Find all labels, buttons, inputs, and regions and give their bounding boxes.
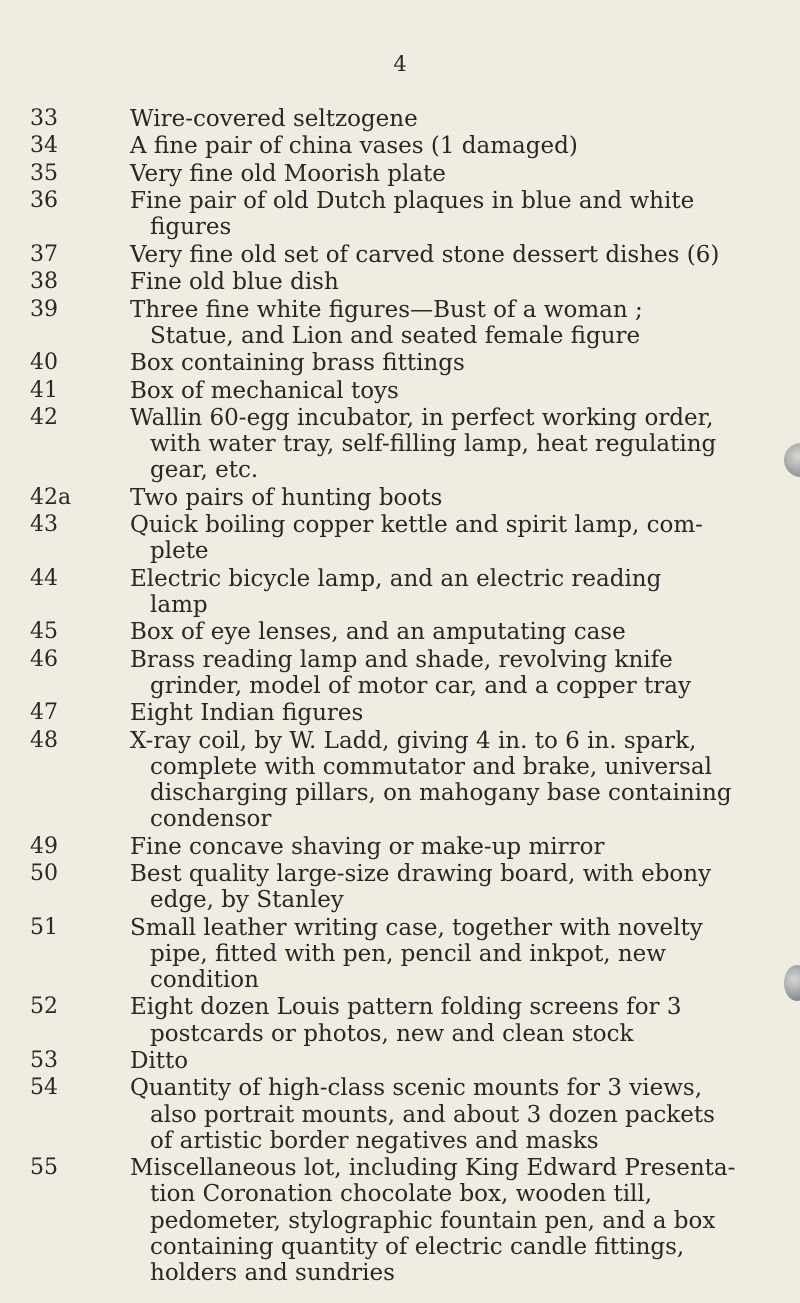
lot-number: 37 <box>30 241 58 267</box>
lot-description <box>130 242 775 268</box>
lot-description-line: Wallin 60-egg incubator, in perfect working order, <box>130 404 714 431</box>
lot-description-line: postcards or photos, new and clean stock <box>150 1020 634 1047</box>
lot-entry <box>30 728 775 833</box>
lot-description-line: Very fine old set of carved stone dessert dishes (6) <box>130 241 720 268</box>
lot-description-line: Eight dozen Louis pattern folding screens for 3 <box>130 994 682 1021</box>
lot-entry <box>30 566 775 618</box>
lot-description-line: Small leather writing case, together with novelty <box>130 914 703 941</box>
lot-number: 40 <box>30 350 58 376</box>
lot-number: 51 <box>30 914 58 940</box>
lot-description <box>130 1075 775 1154</box>
lot-description-line: Two pairs of hunting boots <box>130 484 443 511</box>
lot-description <box>130 161 775 187</box>
lot-number: 46 <box>30 646 58 672</box>
lot-description <box>130 405 775 484</box>
lot-entry <box>30 297 775 349</box>
lot-description-line: grinder, model of motor car, and a copper tray <box>150 672 691 699</box>
lot-description <box>130 619 775 645</box>
lot-description <box>130 106 775 132</box>
lot-entry <box>30 106 775 132</box>
lot-description-line: Statue, and Lion and seated female figure <box>150 322 641 349</box>
lot-number: 38 <box>30 269 58 295</box>
lot-description-line: containing quantity of electric candle fittings, <box>150 1233 685 1260</box>
lot-description <box>130 915 775 994</box>
lot-description-line: Wire-covered seltzogene <box>130 106 418 132</box>
lot-description-line: X-ray coil, by W. Ladd, giving 4 in. to 6 in. spark, <box>130 727 697 754</box>
lot-description <box>130 566 775 618</box>
lot-description-line: pedometer, stylographic fountain pen, and a box <box>150 1207 716 1234</box>
lot-entry <box>30 133 775 159</box>
lot-description-line: Three fine white figures—Bust of a woman ; <box>130 296 643 323</box>
lot-description-line: of artistic border negatives and masks <box>150 1127 599 1154</box>
lot-description-line: Ditto <box>130 1048 189 1075</box>
lot-description-line: holders and sundries <box>150 1260 395 1287</box>
lot-description-line: also portrait mounts, and about 3 dozen packets <box>150 1101 715 1128</box>
lot-description <box>130 861 775 913</box>
lot-entry <box>30 834 775 860</box>
lot-description-line: figures <box>150 214 232 241</box>
lot-number: 34 <box>30 133 58 159</box>
lot-description <box>130 378 775 404</box>
lot-description-line: Fine old blue dish <box>130 269 339 296</box>
lot-description <box>130 269 775 295</box>
lot-number: 54 <box>30 1075 58 1101</box>
lot-description-line: condition <box>150 967 259 994</box>
lot-entry <box>30 485 775 511</box>
lot-description-line: pipe, fitted with pen, pencil and inkpot, new <box>150 940 666 967</box>
lot-description-line: Very fine old Moorish plate <box>130 160 446 187</box>
lot-description-line: Miscellaneous lot, including King Edward Presenta- <box>130 1155 736 1182</box>
lot-number: 45 <box>30 619 58 645</box>
lot-description-line: Box of eye lenses, and an amputating case <box>130 619 626 646</box>
lot-entry <box>30 269 775 295</box>
lot-number: 48 <box>30 727 58 753</box>
lot-description-line: Electric bicycle lamp, and an electric reading <box>130 565 662 592</box>
lot-description <box>130 297 775 349</box>
lot-entry <box>30 647 775 699</box>
lot-number: 53 <box>30 1048 58 1074</box>
lot-number: 35 <box>30 160 58 186</box>
margin-blot <box>784 443 800 477</box>
lot-number: 47 <box>30 700 58 726</box>
lot-entry <box>30 405 775 484</box>
lot-description-line: Quick boiling copper kettle and spirit lamp, com- <box>130 512 703 539</box>
lot-description-line: A fine pair of china vases (1 damaged) <box>130 133 578 160</box>
lot-entry <box>30 1155 775 1286</box>
lot-description-line: discharging pillars, on mahogany base containing <box>150 780 732 807</box>
lot-description-line: Box containing brass fittings <box>130 350 465 377</box>
lot-description-line: edge, by Stanley <box>150 887 344 914</box>
lot-description-line: Box of mechanical toys <box>130 377 399 404</box>
lot-description <box>130 834 775 860</box>
lot-number: 39 <box>30 296 58 322</box>
lot-number: 50 <box>30 861 58 887</box>
lot-description-line: gear, etc. <box>150 457 259 484</box>
lot-description-line: Eight Indian figures <box>130 700 364 727</box>
lot-description <box>130 1155 775 1286</box>
lot-description-line: with water tray, self-filling lamp, heat regulating <box>150 431 717 458</box>
lot-description-line: lamp <box>150 591 208 618</box>
lot-entry <box>30 915 775 994</box>
lot-entry <box>30 242 775 268</box>
lot-description-line: plete <box>150 538 209 565</box>
lot-description-line: Fine concave shaving or make-up mirror <box>130 833 605 860</box>
lot-description <box>130 485 775 511</box>
lot-description-line: Brass reading lamp and shade, revolving knife <box>130 646 673 673</box>
lot-description <box>130 700 775 726</box>
page-number: 4 <box>393 52 407 76</box>
lot-number: 41 <box>30 377 58 403</box>
lot-description-line: Quantity of high-class scenic mounts for 3 views, <box>130 1075 703 1102</box>
lot-number: 36 <box>30 188 58 214</box>
lot-number: 33 <box>30 106 58 131</box>
lot-description-line: complete with commutator and brake, universal <box>150 753 712 780</box>
margin-blot <box>784 965 800 1001</box>
lot-number: 55 <box>30 1155 58 1181</box>
lot-description-line: tion Coronation chocolate box, wooden till, <box>150 1181 653 1208</box>
lot-entry <box>30 350 775 376</box>
lot-number: 44 <box>30 565 58 591</box>
lot-number: 52 <box>30 994 58 1020</box>
lot-entry <box>30 700 775 726</box>
lot-number: 42 <box>30 404 58 430</box>
lot-entry <box>30 1075 775 1154</box>
lot-description-line: Fine pair of old Dutch plaques in blue and white <box>130 188 695 215</box>
lot-description <box>130 350 775 376</box>
lot-number: 42a <box>30 484 72 510</box>
lot-entry <box>30 619 775 645</box>
lot-entry <box>30 994 775 1046</box>
lot-list <box>30 106 775 1287</box>
lot-entry <box>30 1048 775 1074</box>
lot-entry <box>30 161 775 187</box>
lot-description <box>130 728 775 833</box>
lot-description <box>130 647 775 699</box>
lot-entry <box>30 188 775 240</box>
lot-description <box>130 188 775 240</box>
lot-number: 49 <box>30 833 58 859</box>
lot-entry <box>30 378 775 404</box>
lot-description-line: condensor <box>150 806 272 833</box>
lot-description <box>130 512 775 564</box>
lot-entry <box>30 512 775 564</box>
lot-entry <box>30 861 775 913</box>
lot-description <box>130 133 775 159</box>
lot-description-line: Best quality large-size drawing board, with ebony <box>130 861 712 888</box>
lot-number: 43 <box>30 512 58 538</box>
lot-description <box>130 994 775 1046</box>
lot-description <box>130 1048 775 1074</box>
